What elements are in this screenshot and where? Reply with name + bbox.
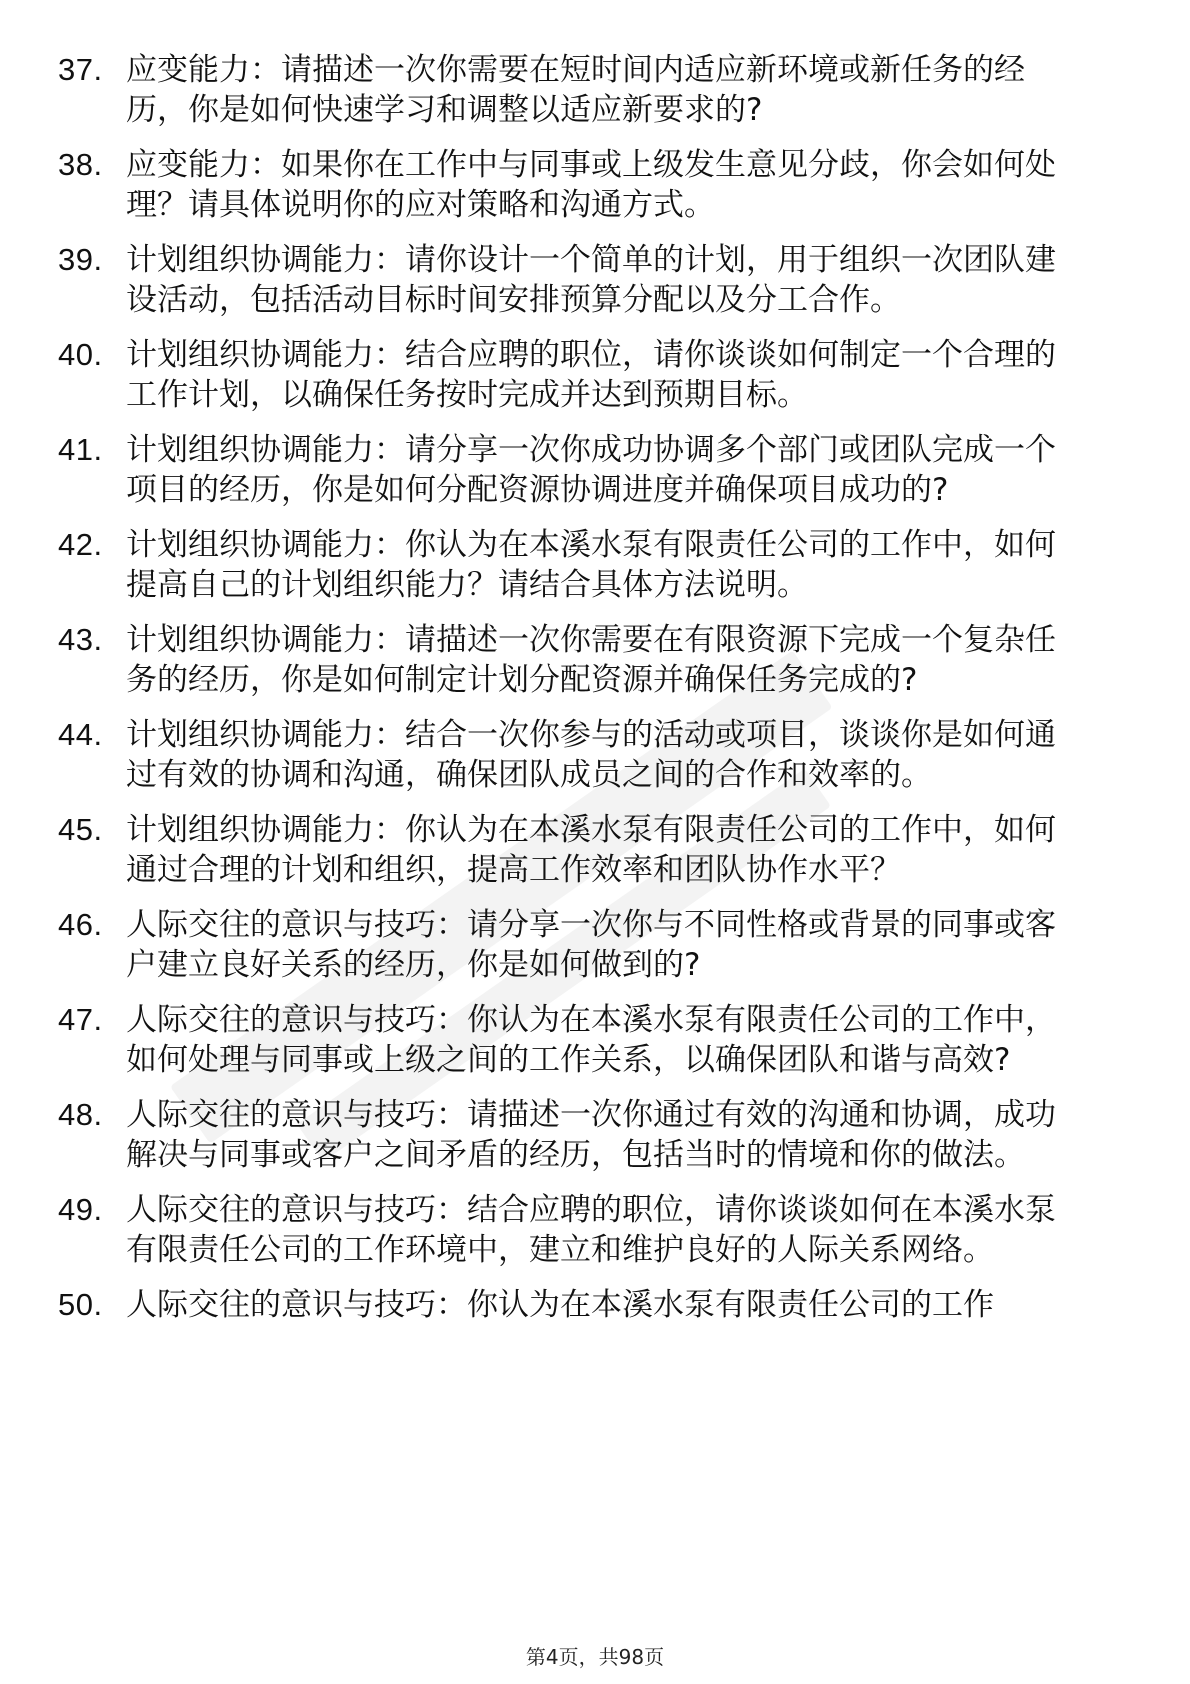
question-text: 计划组织协调能力：请分享一次你成功协调多个部门或团队完成一个项目的经历，你是如何分配资源协调进度并确保项目成功的? — [126, 432, 1056, 508]
question-item — [58, 1285, 1128, 1325]
question-text: 人际交往的意识与技巧：你认为在本溪水泵有限责任公司的工作中，如何处理与同事或上级之间的工作关系，以确保团队和谐与高效? — [126, 1002, 1056, 1078]
question-item — [58, 1000, 1128, 1080]
question-text: 计划组织协调能力：请你设计一个简单的计划，用于组织一次团队建设活动，包括活动目标时间安排预算分配以及分工合作。 — [126, 242, 1056, 318]
question-number: 37. — [58, 52, 103, 87]
question-text: 人际交往的意识与技巧：你认为在本溪水泵有限责任公司的工作 — [126, 1287, 994, 1323]
question-number: 38. — [58, 147, 103, 182]
question-number: 44. — [58, 717, 103, 752]
question-number: 50. — [58, 1287, 103, 1322]
question-item — [58, 525, 1128, 605]
question-item — [58, 1095, 1128, 1175]
question-text: 人际交往的意识与技巧：请分享一次你与不同性格或背景的同事或客户建立良好关系的经历，你是如何做到的? — [126, 907, 1056, 983]
question-text: 计划组织协调能力：你认为在本溪水泵有限责任公司的工作中，如何通过合理的计划和组织，提高工作效率和团队协作水平？ — [126, 812, 1056, 888]
question-number: 48. — [58, 1097, 103, 1132]
question-list — [58, 50, 1128, 1340]
question-text: 应变能力：如果你在工作中与同事或上级发生意见分歧，你会如何处理？请具体说明你的应对策略和沟通方式。 — [126, 147, 1056, 223]
question-number: 39. — [58, 242, 103, 277]
question-number: 49. — [58, 1192, 103, 1227]
question-text: 计划组织协调能力：结合应聘的职位，请你谈谈如何制定一个合理的工作计划，以确保任务按时完成并达到预期目标。 — [126, 337, 1056, 413]
question-item — [58, 715, 1128, 795]
question-item — [58, 145, 1128, 225]
question-text: 人际交往的意识与技巧：结合应聘的职位，请你谈谈如何在本溪水泵有限责任公司的工作环境中，建立和维护良好的人际关系网络。 — [126, 1192, 1056, 1268]
question-item — [58, 905, 1128, 985]
question-text: 应变能力：请描述一次你需要在短时间内适应新环境或新任务的经历，你是如何快速学习和调整以适应新要求的? — [126, 52, 1025, 128]
question-number: 45. — [58, 812, 103, 847]
question-text: 计划组织协调能力：你认为在本溪水泵有限责任公司的工作中，如何提高自己的计划组织能力？请结合具体方法说明。 — [126, 527, 1056, 603]
question-item — [58, 620, 1128, 700]
page-number-label: 第4页，共98页 — [525, 1645, 665, 1669]
page-footer — [0, 1645, 1190, 1669]
question-number: 47. — [58, 1002, 103, 1037]
question-item — [58, 430, 1128, 510]
question-number: 42. — [58, 527, 103, 562]
question-number: 46. — [58, 907, 103, 942]
question-text: 人际交往的意识与技巧：请描述一次你通过有效的沟通和协调，成功解决与同事或客户之间矛盾的经历，包括当时的情境和你的做法。 — [126, 1097, 1056, 1173]
question-item — [58, 335, 1128, 415]
question-item — [58, 50, 1128, 130]
question-number: 43. — [58, 622, 103, 657]
question-number: 40. — [58, 337, 103, 372]
question-item — [58, 810, 1128, 890]
question-number: 41. — [58, 432, 103, 467]
question-text: 计划组织协调能力：请描述一次你需要在有限资源下完成一个复杂任务的经历，你是如何制定计划分配资源并确保任务完成的? — [126, 622, 1056, 698]
question-item — [58, 240, 1128, 320]
question-text: 计划组织协调能力：结合一次你参与的活动或项目，谈谈你是如何通过有效的协调和沟通，确保团队成员之间的合作和效率的。 — [126, 717, 1056, 793]
question-item — [58, 1190, 1128, 1270]
